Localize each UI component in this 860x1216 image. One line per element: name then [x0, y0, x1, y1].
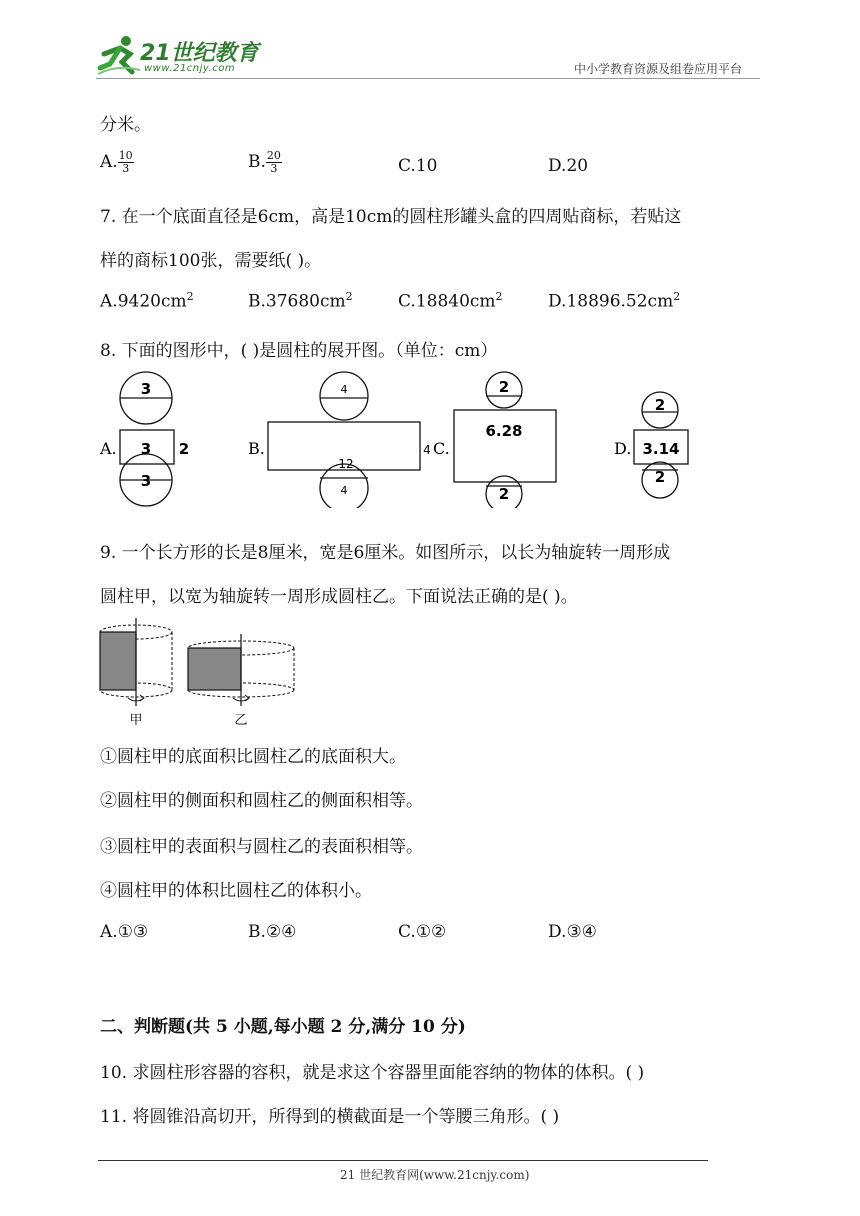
cylinder-yi [188, 634, 294, 728]
figure-c-rect [454, 410, 556, 482]
q7-line2: 样的商标100张，需要纸( )。 [100, 251, 322, 271]
runner-logo-icon [96, 34, 142, 76]
logo-text: 21世纪教育 [140, 41, 259, 66]
q6-option-c: C.10 [398, 156, 438, 176]
q6-option-b: B. $\frac{20}{3}$ [248, 149, 281, 175]
q6-option-d: D.20 [548, 156, 589, 176]
q7-option-a: $A.9420cm^2$ [100, 290, 194, 312]
figure-d-bottom-label: 2 [654, 468, 666, 486]
section-2-title: 二、判断题(共 5 小题,每小题 2 分,满分 10 分) [100, 1017, 466, 1037]
cylinder-jia-label: 甲 [129, 713, 143, 728]
figure-d-top-label: 2 [654, 396, 666, 414]
figure-c-bottom-label: 2 [498, 485, 510, 503]
q9-option-b: B.②④ [248, 922, 297, 942]
figure-a-top-label: 3 [140, 380, 152, 398]
cylinder-yi-label: 乙 [234, 713, 248, 728]
footer-divider [98, 1160, 708, 1161]
figure-a-mid-label: 3 [140, 440, 152, 458]
q10-line: 10. 求圆柱形容器的容积，就是求这个容器里面能容纳的物体的体积。( ) [100, 1063, 645, 1083]
figure-c [433, 372, 556, 508]
q8-line: 8. 下面的图形中，( )是圆柱的展开图。（单位：cm） [100, 341, 498, 361]
header-divider [96, 78, 760, 79]
q9-line2: 圆柱甲，以宽为轴旋转一周形成圆柱乙。下面说法正确的是( )。 [100, 587, 578, 607]
figure-b-side-label: 4 [423, 443, 431, 457]
q6-continuation: 分米。 [100, 115, 151, 135]
header-logo [96, 34, 266, 78]
figure-a-bottom-label: 3 [140, 472, 152, 490]
figure-b-bottom-label: 4 [340, 484, 348, 497]
figure-c-top-label: 2 [498, 378, 510, 396]
fraction: $\frac{20}{3}$ [266, 149, 281, 175]
q6-option-a: A. $\frac{10}{3}$ [100, 149, 133, 175]
header-right-text: 中小学教育资源及组卷应用平台 [574, 62, 743, 76]
cylinder-jia [100, 618, 172, 728]
fraction: $\frac{10}{3}$ [118, 149, 133, 175]
q9-statement-4: ④圆柱甲的体积比圆柱乙的体积小。 [100, 881, 372, 901]
figure-b-top-label: 4 [340, 383, 348, 396]
q7-option-c: $C.18840cm^2$ [398, 290, 503, 312]
figure-d-letter: D. [614, 439, 632, 458]
footer-text: 21 世纪教育网(www.21cnjy.com) [340, 1168, 530, 1182]
q9-statement-2: ②圆柱甲的侧面积和圆柱乙的侧面积相等。 [100, 791, 423, 811]
logo-url: www.21cnjy.com [144, 63, 236, 74]
q7-option-d: $D.18896.52cm^2$ [548, 290, 681, 312]
figure-c-mid-label: 6.28 [485, 422, 523, 440]
figure-d [614, 392, 688, 498]
q11-line: 11. 将圆锥沿高切开，所得到的横截面是一个等腰三角形。( ) [100, 1107, 560, 1127]
figure-b-length-label: 12 [338, 457, 354, 471]
q7-option-b: $B.37680cm^2$ [248, 290, 353, 312]
figure-a-side-label: 2 [178, 440, 190, 458]
figure-d-mid-label: 3.14 [642, 440, 680, 458]
q9-option-c: C.①② [398, 922, 447, 942]
figure-a-letter: A. [100, 439, 117, 458]
q8-figures [96, 368, 716, 508]
q9-option-d: D.③④ [548, 922, 597, 942]
figure-c-letter: C. [433, 439, 450, 458]
q9-line1: 9. 一个长方形的长是8厘米，宽是6厘米。如图所示，以长为轴旋转一周形成 [100, 543, 671, 563]
q9-statement-3: ③圆柱甲的表面积与圆柱乙的表面积相等。 [100, 837, 423, 857]
q9-cylinders-figure [96, 618, 306, 730]
figure-b-letter: B. [248, 439, 265, 458]
figure-b-top-circle [320, 372, 368, 420]
q9-statement-1: ①圆柱甲的底面积比圆柱乙的底面积大。 [100, 747, 406, 767]
figure-a [99, 372, 189, 506]
figure-b [248, 372, 431, 508]
q7-line1: 7. 在一个底面直径是6cm，高是10cm的圆柱形罐头盒的四周贴商标，若贴这 [100, 207, 682, 227]
q9-option-a: A.①③ [100, 922, 149, 942]
